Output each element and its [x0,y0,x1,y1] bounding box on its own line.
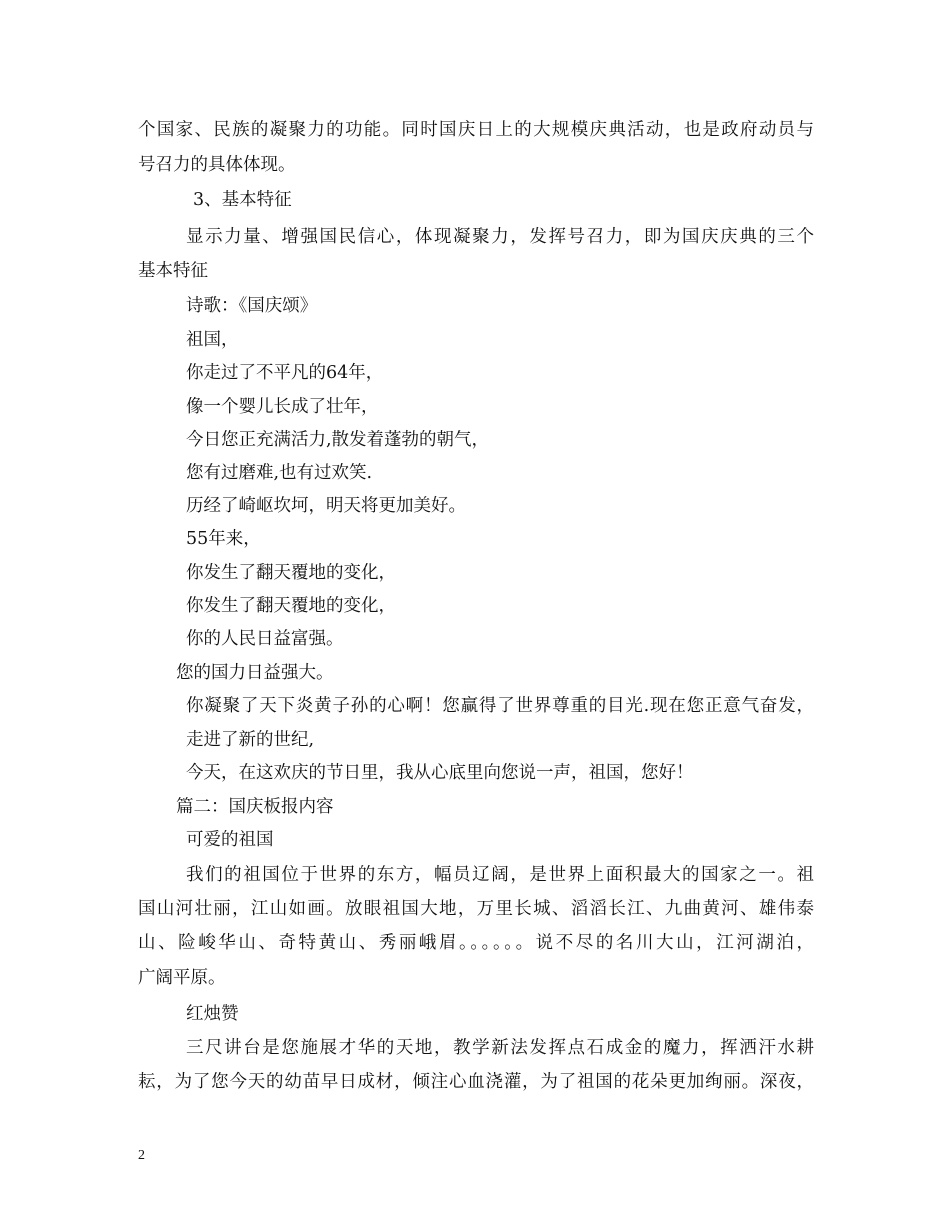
chapter-heading: 篇二：国庆板报内容 [176,797,334,817]
poem-line: 你发生了翻天覆地的变化， [186,596,396,616]
paragraph-line: 广阔平原。 [138,968,226,988]
poem-line: 你走过了不平凡的64年， [186,363,384,383]
poem-line: 您有过磨难,也有过欢笑. [186,463,373,483]
paragraph-line: 基本特征 [138,261,208,281]
poem-title: 诗歌：《国庆颂》 [186,296,318,316]
poem-line: 走进了新的世纪, [186,730,315,750]
paragraph-line: 山、险峻华山、奇特黄山、秀丽峨眉。。。。。。说不尽的名川大山，江河湖泊， [138,933,814,953]
poem-line: 55年来， [186,529,261,549]
poem-line: 你发生了翻天覆地的变化， [186,563,396,583]
paragraph-line: 国山河壮丽，江山如画。放眼祖国大地，万里长城、滔滔长江、九曲黄河、雄伟泰 [138,899,814,919]
poem-line: 你的人民日益富强。 [186,629,344,649]
poem-line: 你凝聚了天下炎黄子孙的心啊！您赢得了世界尊重的目光.现在您正意气奋发， [186,696,814,716]
paragraph-line: 号召力的具体体现。 [138,155,296,175]
poem-line: 今天，在这欢庆的节日里，我从心底里向您说一声，祖国，您好！ [186,763,694,783]
poem-line: 历经了崎岖坎坷，明天将更加美好。 [186,496,466,516]
poem-line: 您的国力日益强大。 [176,663,334,683]
paragraph-line: 耘，为了您今天的幼苗早日成材，倾注心血浇灌，为了祖国的花朵更加绚丽。深夜， [138,1072,814,1092]
poem-line: 像一个婴儿长成了壮年， [186,397,379,417]
section-heading: 3、基本特征 [193,190,292,210]
paragraph-line: 我们的祖国位于世界的东方，幅员辽阔，是世界上面积最大的国家之一。祖 [186,865,814,885]
subheading: 可爱的祖国 [186,830,274,850]
page-number: 2 [138,1148,145,1163]
paragraph-line: 个国家、民族的凝聚力的功能。同时国庆日上的大规模庆典活动，也是政府动员与 [138,120,814,140]
paragraph-line: 三尺讲台是您施展才华的天地，教学新法发挥点石成金的魔力，挥洒汗水耕 [186,1038,814,1058]
subheading: 红烛赞 [186,1004,239,1024]
poem-line: 祖国， [186,330,239,350]
paragraph-line: 显示力量、增强国民信心，体现凝聚力，发挥号召力，即为国庆庆典的三个 [186,227,814,247]
poem-line: 今日您正充满活力,散发着蓬勃的朝气， [186,430,490,450]
